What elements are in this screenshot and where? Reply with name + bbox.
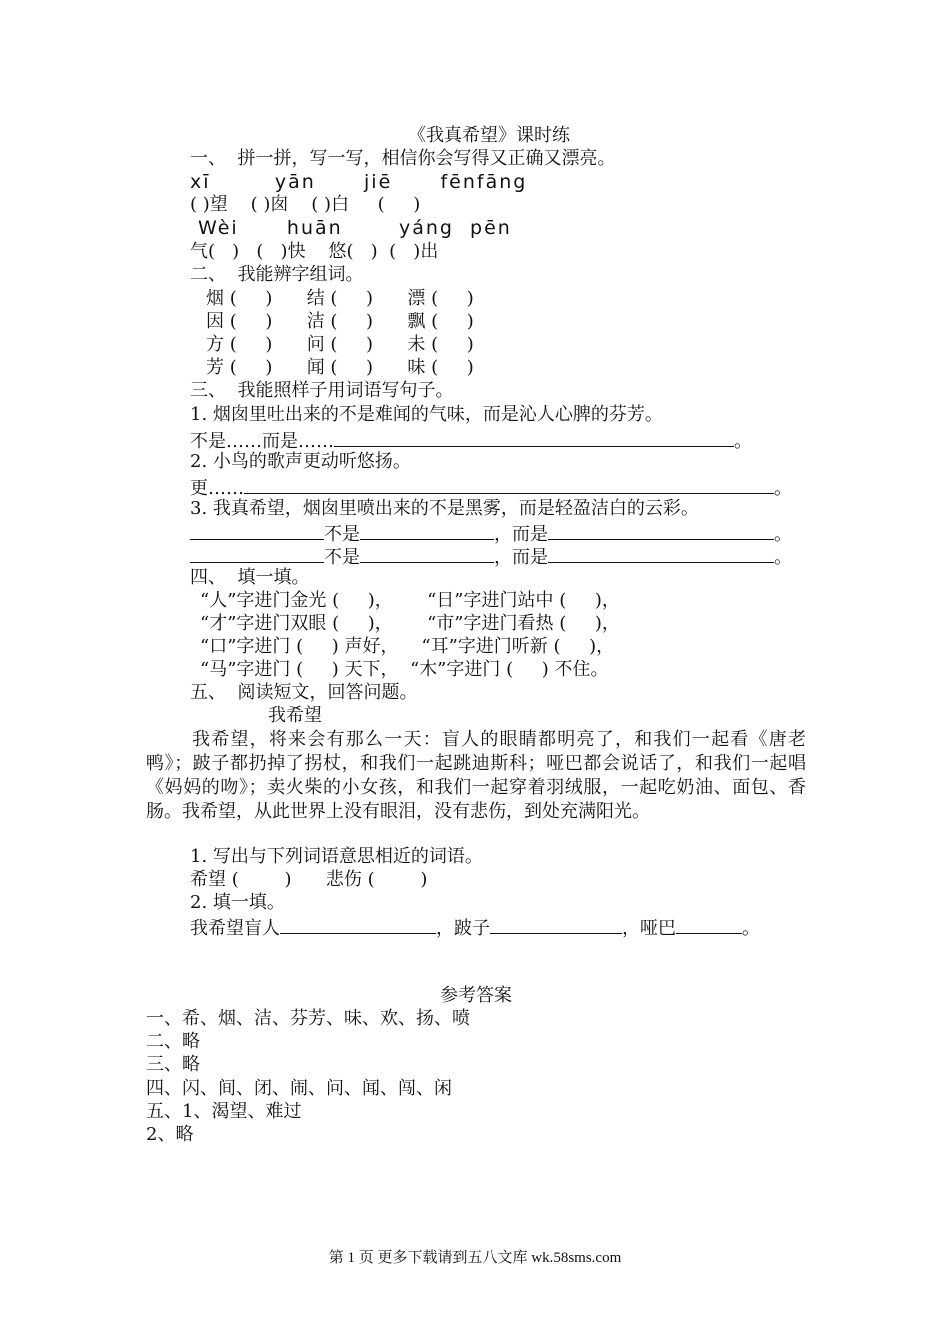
word-row: 烟 ( ) 结 ( ) 漂 ( ) — [206, 288, 474, 309]
answer-line: 三、略 — [146, 1054, 200, 1075]
question-5-2: 2. 填一填。 — [190, 892, 285, 913]
prompt-text: 不是 — [324, 547, 360, 568]
question-3-2: 2. 小鸟的歌声更动听悠扬。 — [190, 451, 411, 472]
page-footer: 第 1 页 更多下载请到五八文库 wk.58sms.com — [328, 1250, 622, 1266]
answer-line: 一、希、烟、洁、芬芳、味、欢、扬、喷 — [146, 1008, 470, 1029]
answer-blank[interactable] — [676, 915, 742, 934]
section-4-heading: 四、 填一填。 — [190, 567, 310, 588]
answer-blank[interactable] — [334, 428, 734, 447]
answer-blank[interactable] — [280, 915, 436, 934]
answer-line-3-3a — [190, 521, 792, 546]
answer-line-5-2 — [190, 915, 760, 940]
prompt-text: ，跛子 — [436, 918, 490, 939]
answer-blank[interactable] — [190, 544, 324, 563]
answer-line-3-2 — [190, 475, 792, 500]
answer-blank[interactable] — [360, 544, 494, 563]
answers-title: 参考答案 — [440, 985, 512, 1006]
period: 。 — [742, 918, 760, 939]
riddle-row: “才”字进门双眼 ( )， “市”字进门看热 ( )， — [200, 613, 620, 634]
answer-blank[interactable] — [360, 521, 494, 540]
answer-line-3-3b — [190, 544, 792, 569]
riddle-row: “马”字进门 ( ) 天下， “木”字进门 ( ) 不住。 — [200, 659, 609, 680]
answer-line: 二、略 — [146, 1031, 200, 1052]
answer-line-3-1 — [190, 428, 752, 453]
page-title: 《我真希望》课时练 — [408, 125, 570, 146]
prompt-text: ，哑巴 — [622, 918, 676, 939]
answer-blank[interactable] — [190, 521, 324, 540]
question-3-3: 3. 我真希望，烟囱里喷出来的不是黑雾，而是轻盈洁白的云彩。 — [190, 498, 699, 519]
period: 。 — [774, 478, 792, 499]
prompt-text: 不是……而是…… — [190, 431, 334, 452]
riddle-row: “口”字进门 ( ) 声好， “耳”字进门听新 ( )， — [200, 636, 615, 657]
period: 。 — [774, 524, 792, 545]
question-5-1: 1. 写出与下列词语意思相近的词语。 — [190, 846, 483, 867]
word-row: 芳 ( ) 闻 ( ) 味 ( ) — [206, 357, 474, 378]
riddle-row: “人”字进门金光 ( )， “日”字进门站中 ( )， — [200, 590, 620, 611]
pinyin-row-1: xī yān jiē fēnfāng — [190, 171, 528, 193]
prompt-text: 不是 — [324, 524, 360, 545]
period: 。 — [774, 547, 792, 568]
prompt-text: 更…… — [190, 478, 244, 499]
answer-blank[interactable] — [244, 475, 774, 494]
fill-row-2: 气( ) ( )快 悠( ) ( )出 — [190, 241, 439, 262]
pinyin-row-2: Wèi huān yáng pēn — [190, 217, 512, 239]
section-5-heading: 五、 阅读短文，回答问题。 — [190, 682, 418, 703]
word-row: 方 ( ) 问 ( ) 未 ( ) — [206, 334, 474, 355]
section-3-heading: 三、 我能照样子用词语写句子。 — [190, 380, 454, 401]
answer-blank[interactable] — [548, 544, 774, 563]
question-3-1: 1. 烟囱里吐出来的不是难闻的气味，而是沁人心脾的芬芳。 — [190, 404, 663, 425]
fill-row-1: ( )望 ( )囱 ( )白 ( ) — [190, 194, 421, 215]
prompt-text: ，而是 — [494, 524, 548, 545]
prompt-text: ，而是 — [494, 547, 548, 568]
section-1-heading: 一、 拼一拼，写一写，相信你会写得又正确又漂亮。 — [190, 148, 616, 169]
passage-title: 我希望 — [268, 705, 322, 726]
period: 。 — [734, 431, 752, 452]
answer-line: 四、闪、间、闭、闹、问、闻、闯、闲 — [146, 1078, 452, 1099]
synonym-row: 希望 ( ) 悲伤 ( ) — [190, 869, 428, 890]
answer-line: 五、1、渴望、难过 — [146, 1101, 302, 1122]
prompt-text: 我希望盲人 — [190, 918, 280, 939]
word-row: 因 ( ) 洁 ( ) 飘 ( ) — [206, 311, 474, 332]
section-2-heading: 二、 我能辨字组词。 — [190, 264, 364, 285]
answer-blank[interactable] — [490, 915, 622, 934]
reading-passage: 我希望，将来会有那么一天：盲人的眼睛都明亮了，和我们一起看《唐老鸭》；跛子都扔掉了拐杖，和我们一起跳迪斯科；哑巴都会说话了，和我们一起唱《妈妈的吻》；卖火柴的小女孩，和我们一起穿着羽绒服，一起吃奶油、面包、香肠。我希望，从此世界上没有眼泪，没有悲伤，到处充满阳光。 — [146, 729, 806, 822]
answer-line: 2、略 — [146, 1124, 194, 1145]
answer-blank[interactable] — [548, 521, 774, 540]
